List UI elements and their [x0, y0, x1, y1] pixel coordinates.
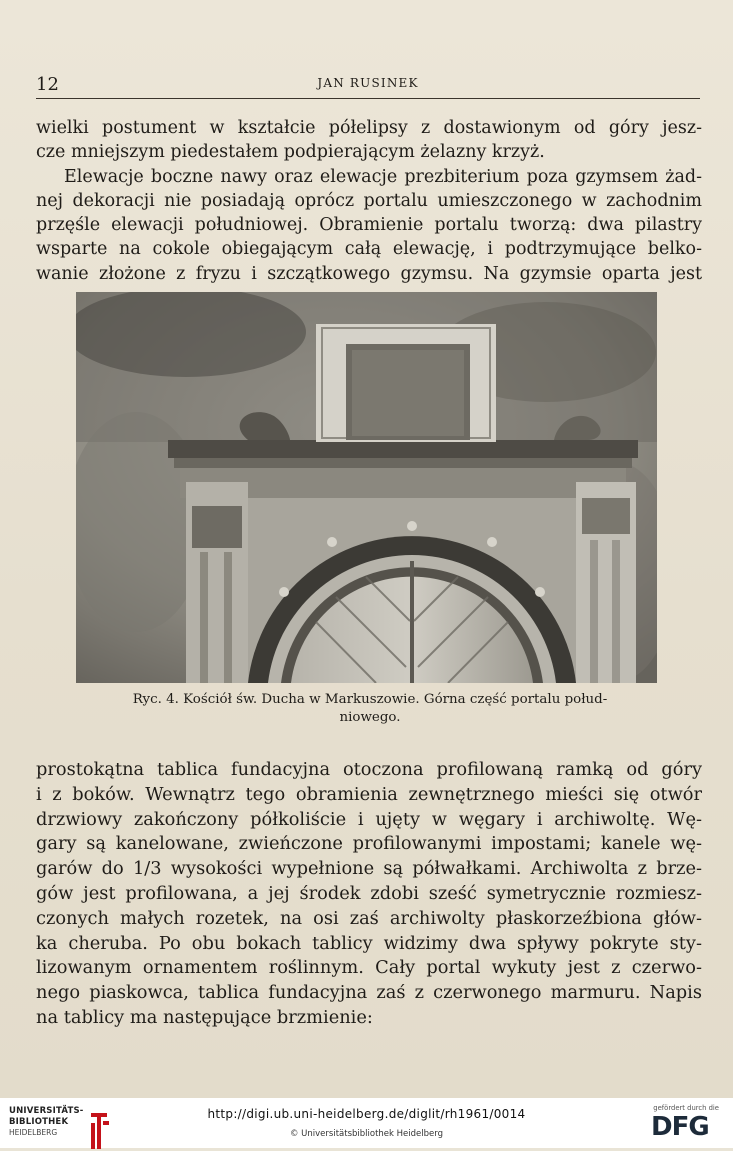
caption-line: Ryc. 4. Kościół św. Ducha w Markuszowie. Górna część portalu połud-: [132, 692, 608, 707]
text-line: czonych małych rozetek, na osi zaś archiwolty płaskorzeźbiona głów-: [36, 907, 702, 929]
copyright-notice: © Universitätsbibliothek Heidelberg: [289, 1129, 443, 1139]
portal-illustration: [76, 292, 657, 683]
text-line: gów jest profilowana, a jej środek zdobi sześć symetrycznie rozmiesz-: [36, 882, 702, 904]
text-line: Elewacje boczne nawy oraz elewacje prezbiterium poza gzymsem żad-: [64, 166, 702, 187]
page-header: [36, 72, 700, 99]
permalink[interactable]: http://digi.ub.uni-heidelberg.de/diglit/rh1961/0014: [207, 1107, 526, 1121]
text-line: ka cheruba. Po obu bokach tablicy widzimy dwa spływy pokryte sty-: [36, 932, 702, 954]
text-line: lizowanym ornamentem roślinnym. Cały portal wykuty jest z czerwo-: [36, 957, 702, 979]
caption-line: niowego.: [339, 710, 401, 725]
text-line: na tablicy ma następujące brzmienie:: [36, 1006, 373, 1028]
paragraph-top: [36, 116, 702, 286]
dfg-logo[interactable]: [651, 1113, 721, 1139]
text-line: drzwiowy zakończony półkoliście i ujęty w węgary i archiwoltę. Wę-: [36, 808, 702, 830]
library-name: UNIVERSITÄTS-: [9, 1106, 84, 1116]
figure-caption: [80, 691, 660, 727]
text-line: wsparte na cokole obiegającym całą elewację, i podtrzymujące belko-: [36, 239, 702, 260]
funded-by-label: gefördert durch die: [653, 1104, 719, 1112]
digitization-footer: [0, 1098, 733, 1148]
text-line: prostokątna tablica fundacyjna otoczona profilowaną ramką od góry: [36, 759, 702, 780]
text-line: nej dekoracji nie posiadają oprócz portalu umieszczonego w zachodnim: [36, 190, 702, 211]
text-line: przęśle elewacji południowej. Obramienie portalu tworzą: dwa pilastry: [36, 215, 702, 236]
text-line: wanie złożone z fryzu i szczątkowego gzymsu. Na gzymsie oparta jest: [36, 263, 702, 284]
text-line: nego piaskowca, tablica fundacyjna zaś z czerwonego marmuru. Napis: [36, 982, 702, 1004]
library-name: HEIDELBERG: [9, 1128, 58, 1137]
text-line: wielki postument w kształcie półelipsy z dostawionym od góry jesz-: [36, 118, 702, 138]
text-line: gary są kanelowane, zwieńczone profilowanymi impostami; kanele wę-: [36, 833, 702, 855]
text-line: cze mniejszym piedestałem podpierającym żelazny krzyż.: [36, 142, 545, 163]
running-head: JAN RUSINEK: [317, 76, 419, 90]
paragraph-bottom: [36, 758, 702, 1031]
page-number: 12: [36, 74, 59, 95]
dfg-logo-text: DFG: [651, 1113, 709, 1139]
text-line: i z boków. Wewnątrz tego obramienia zewnętrznego mieści się otwór: [36, 783, 702, 805]
library-name: BIBLIOTHEK: [9, 1117, 69, 1127]
text-line: garów do 1/3 wysokości wypełnione są półwałkami. Archiwolta z brze-: [36, 858, 702, 880]
portal-photograph: [76, 292, 657, 683]
